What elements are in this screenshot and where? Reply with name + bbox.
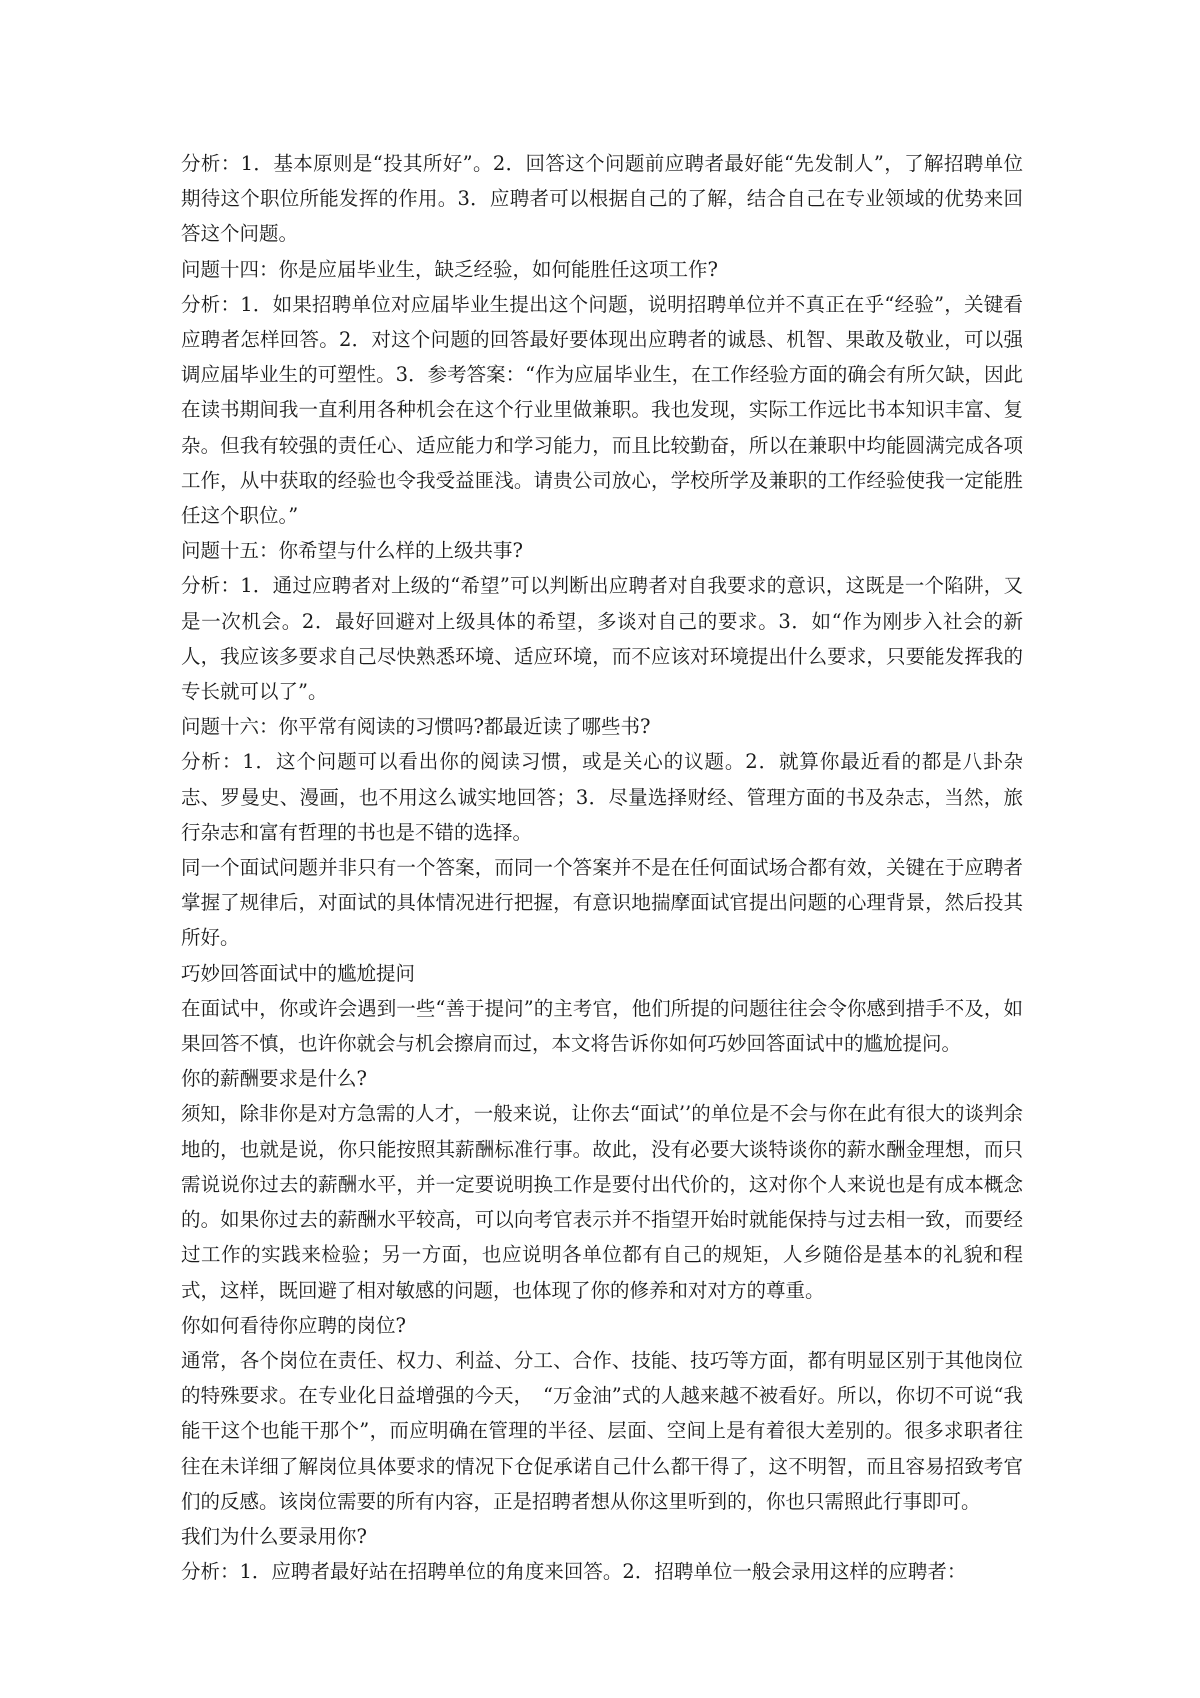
question-salary-heading: 你的薪酬要求是什么?: [181, 1067, 367, 1091]
question-14-heading: 问题十四：你是应届毕业生，缺乏经验，如何能胜任这项工作?: [181, 257, 718, 281]
paragraph-intro: 在面试中，你或许会遇到一些“善于提问”的主考官，他们所提的问题往往会令你感到措手不及，如果回答不慎，也许你就会与机会擦肩而过，本文将告诉你如何巧妙回答面试中的尴尬提问。: [181, 996, 1023, 1056]
paragraph-analysis-15: 分析：1．通过应聘者对上级的“希望”可以判断出应聘者对自我要求的意识，这既是一个陷阱，又是一次机会。2．最好回避对上级具体的希望，多谈对自己的要求。3．如“作为刚步入社会的新人，我应该多要求自己尽快熟悉环境、适应环境，而不应该对环境提出什么要求，只要能发挥我的专长就可以了”。: [181, 574, 1023, 704]
question-16-heading: 问题十六：你平常有阅读的习惯吗?都最近读了哪些书?: [181, 715, 651, 739]
question-15-heading: 问题十五：你希望与什么样的上级共事?: [181, 539, 523, 563]
paragraph-salary: 须知，除非你是对方急需的人才，一般来说，让你去“面试’’的单位是不会与你在此有很大的谈判余地的，也就是说，你只能按照其薪酬标准行事。故此，没有必要大谈特谈你的薪水酬金理想，而只需说说你过去的薪酬水平，并一定要说明换工作是要付出代价的，这对你个人来说也是有成本概念的。如果你过去的薪酬水平较高，可以向考官表示并不指望开始时就能保持与过去相一致，而要经过工作的实践来检验；另一方面，也应说明各单位都有自己的规矩，人乡随俗是基本的礼貌和程式，这样，既回避了相对敏感的问题，也体现了你的修养和对对方的尊重。: [181, 1102, 1023, 1302]
paragraph-analysis-14: 分析：1．如果招聘单位对应届毕业生提出这个问题，说明招聘单位并不真正在乎“经验”，关键看应聘者怎样回答。2．对这个问题的回答最好要体现出应聘者的诚恳、机智、果敢及敬业，可以强调应届毕业生的可塑性。3．参考答案：“作为应届毕业生，在工作经验方面的确会有所欠缺，因此在读书期间我一直利用各种机会在这个行业里做兼职。我也发现，实际工作远比书本知识丰富、复杂。但我有较强的责任心、适应能力和学习能力，而且比较勤奋，所以在兼职中均能圆满完成各项工作，从中获取的经验也令我受益匪浅。请贵公司放心，学校所学及兼职的工作经验使我一定能胜任这个职位。”: [181, 292, 1023, 528]
paragraph-summary: 同一个面试问题并非只有一个答案，而同一个答案并不是在任何面试场合都有效，关键在于应聘者掌握了规律后，对面试的具体情况进行把握，有意识地揣摩面试官提出问题的心理背景，然后投其所好。: [181, 856, 1023, 950]
section-title-awkward-questions: 巧妙回答面试中的尴尬提问: [181, 961, 416, 985]
document-body: [181, 146, 1023, 1589]
paragraph-analysis-13: 分析：1．基本原则是“投其所好”。2．回答这个问题前应聘者最好能“先发制人”，了解招聘单位期待这个职位所能发挥的作用。3．应聘者可以根据自己的了解，结合自己在专业领域的优势来回答这个问题。: [181, 152, 1023, 246]
paragraph-analysis-16: 分析：1．这个问题可以看出你的阅读习惯，或是关心的议题。2．就算你最近看的都是八卦杂志、罗曼史、漫画，也不用这么诚实地回答；3．尽量选择财经、管理方面的书及杂志，当然，旅行杂志和富有哲理的书也是不错的选择。: [181, 750, 1023, 844]
question-position-heading: 你如何看待你应聘的岗位?: [181, 1313, 406, 1337]
question-why-hire-heading: 我们为什么要录用你?: [181, 1524, 367, 1548]
paragraph-position: 通常，各个岗位在责任、权力、利益、分工、合作、技能、技巧等方面，都有明显区别于其他岗位的特殊要求。在专业化日益增强的今天， “万金油”式的人越来越不被看好。所以，你切不可说“我能干这个也能干那个”，而应明确在管理的半径、层面、空间上是有着很大差别的。很多求职者往往在未详细了解岗位具体要求的情况下仓促承诺自己什么都干得了，这不明智，而且容易招致考官们的反感。该岗位需要的所有内容，正是招聘者想从你这里听到的，你也只需照此行事即可。: [181, 1348, 1023, 1513]
paragraph-why-hire: 分析：1．应聘者最好站在招聘单位的角度来回答。2．招聘单位一般会录用这样的应聘者：: [181, 1560, 967, 1584]
